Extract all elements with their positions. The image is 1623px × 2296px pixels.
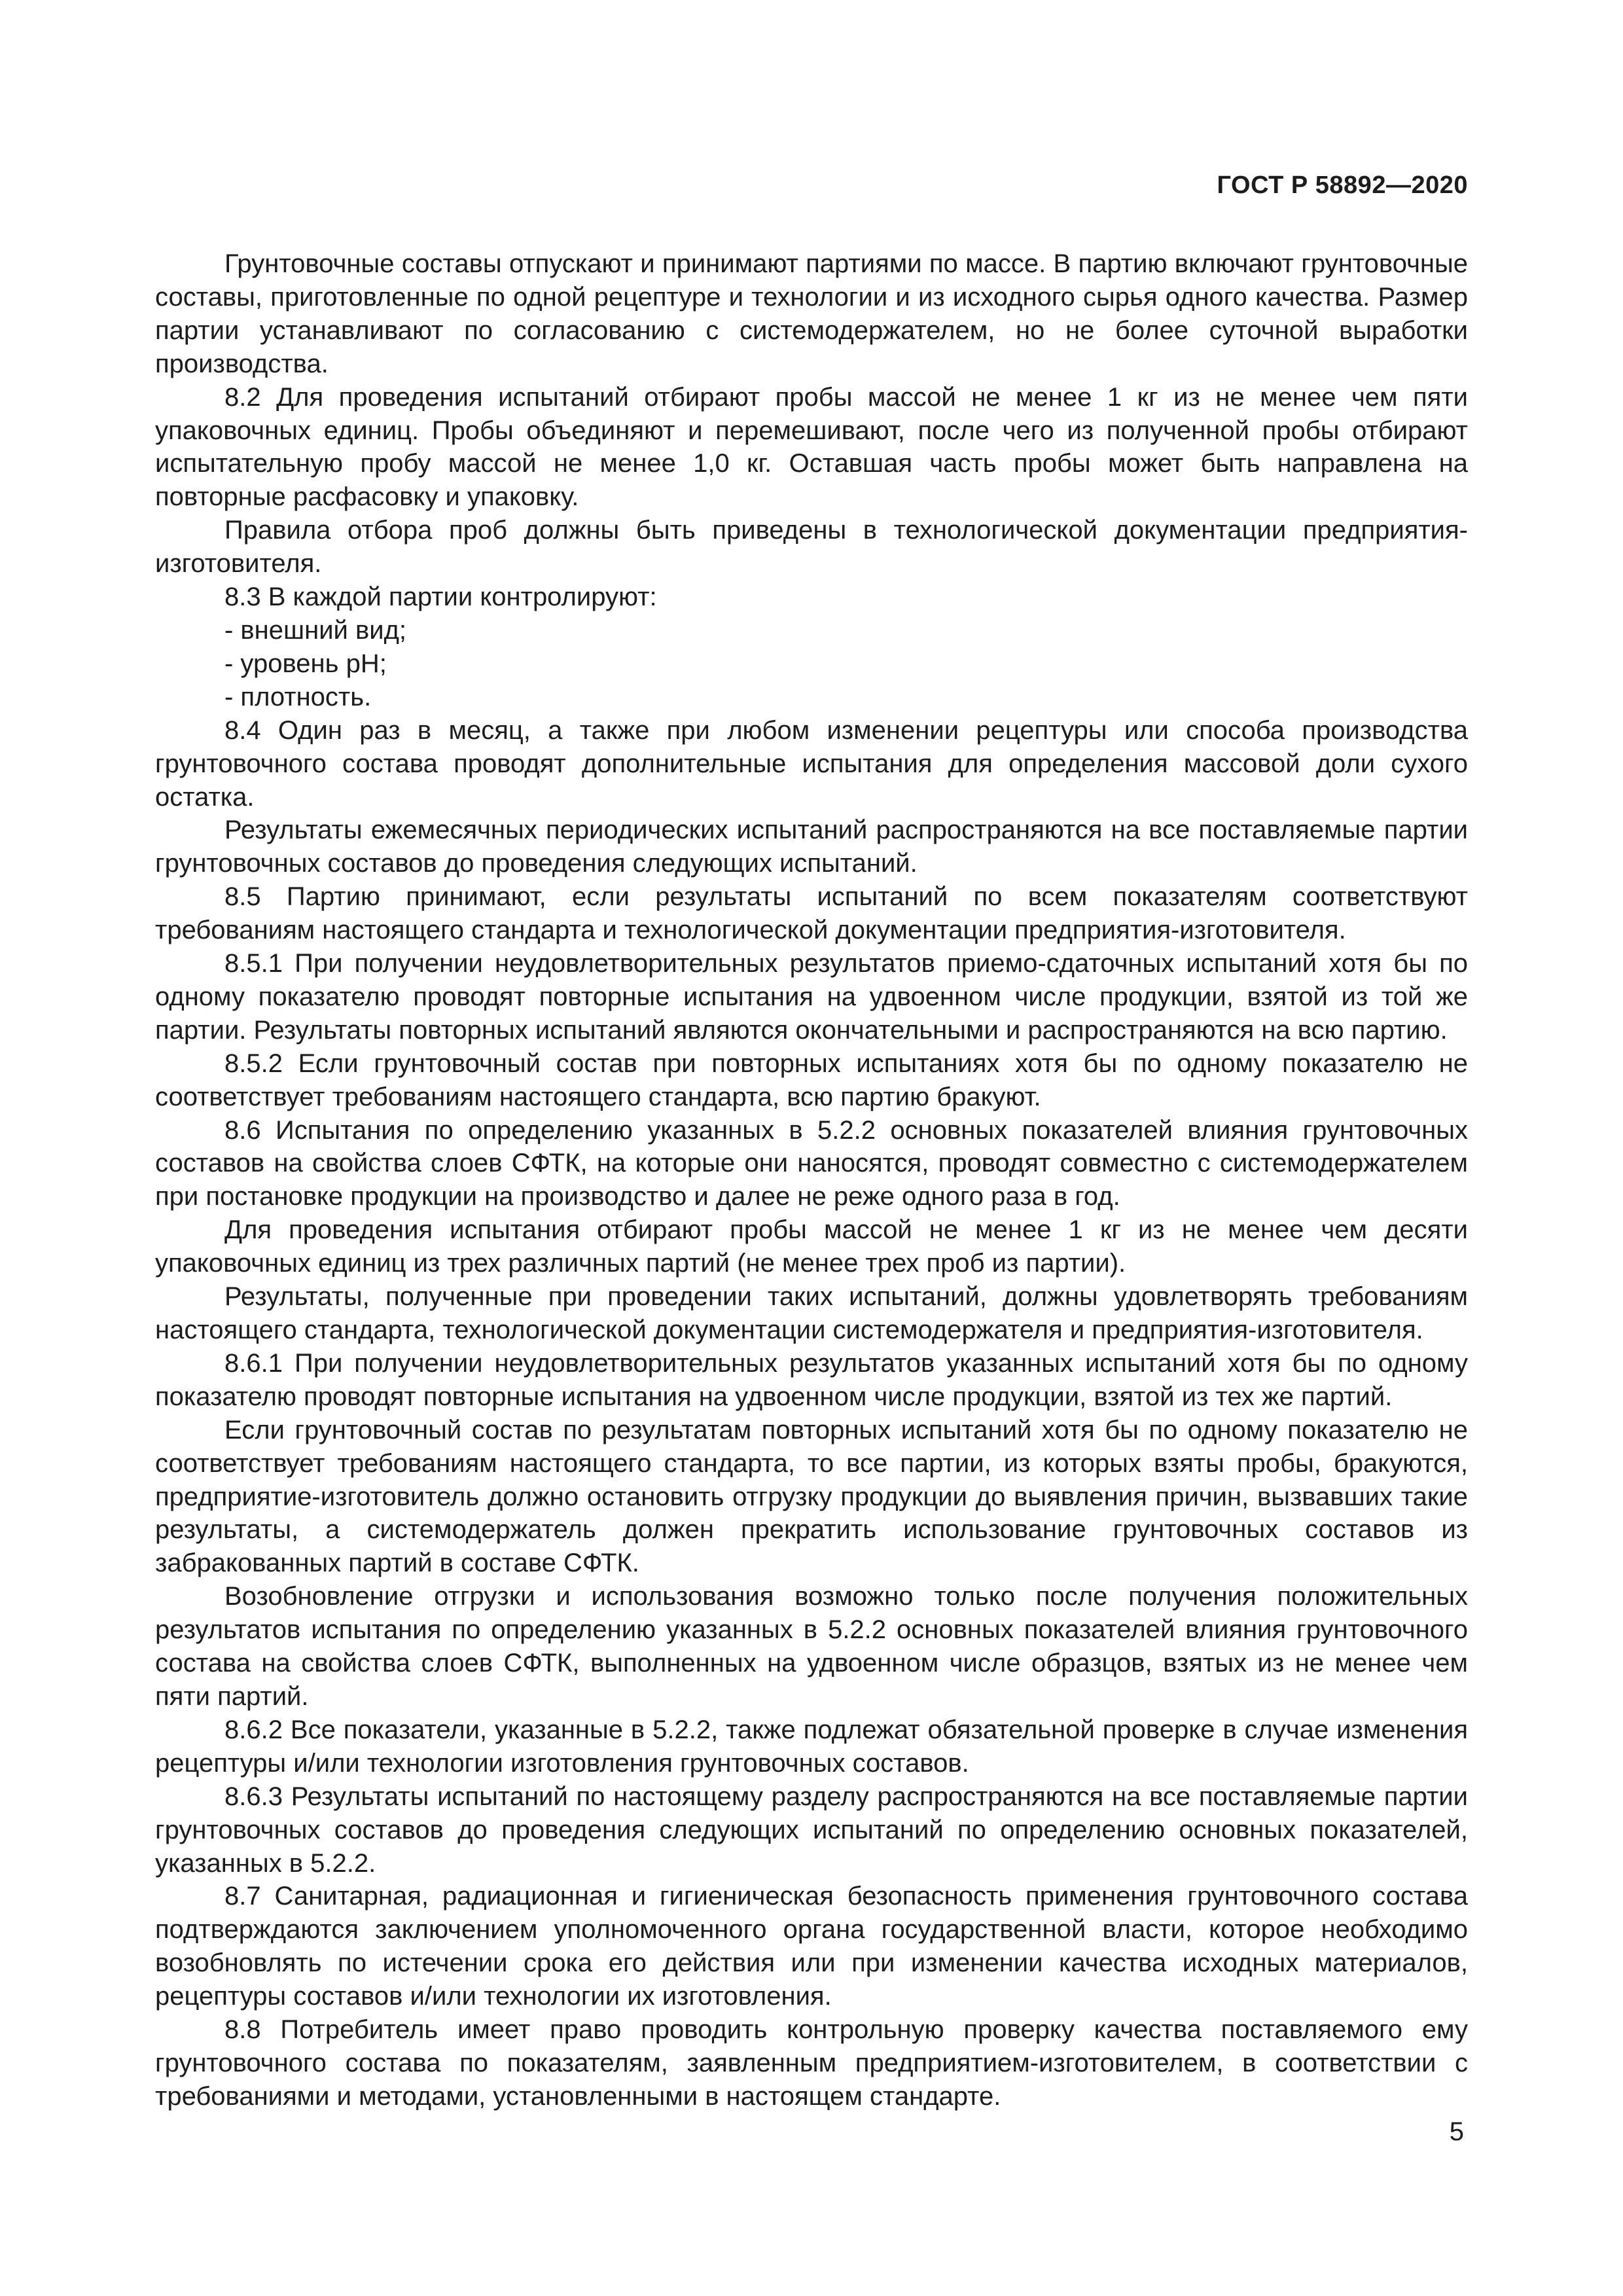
paragraph: Правила отбора проб должны быть приведены в технологической документации предприятия-изготовителя. <box>155 516 1468 579</box>
list-item: - внешний вид; <box>224 615 407 645</box>
paragraph: 8.6.2 Все показатели, указанные в 5.2.2, также подлежат обязательной проверке в случае изменения рецептуры и/или технологии изготовления грунтовочных составов. <box>155 1715 1468 1778</box>
paragraph: 8.6 Испытания по определению указанных в 5.2.2 основных показателей влияния грунтовочных составов на свойства слоев СФТК, на которые они наносятся, проводят совместно с системодержателем при постановке продукции на производство и далее не реже одного раза в год. <box>155 1115 1468 1211</box>
paragraph: 8.6.3 Результаты испытаний по настоящему разделу распространяются на все поставляемые партии грунтовочных составов до проведения следующих испытаний по определению основных показателей, указанных в 5.2.2. <box>155 1782 1468 1878</box>
paragraph: Грунтовочные составы отпускают и принимают партиями по массе. В партию включают грунтовочные составы, приготовленные по одной рецептуре и технологии и из исходного сырья одного качества. Размер партии устанавливают по согласованию с системодержателем, но не более суточной выработки производства. <box>155 249 1468 378</box>
paragraph: 8.4 Один раз в месяц, а также при любом изменении рецептуры или способа производства грунтовочного состава проводят дополнительные испытания для определения массовой доли сухого остатка. <box>155 715 1468 812</box>
list-item: - плотность. <box>224 682 372 711</box>
paragraph: Возобновление отгрузки и использования возможно только после получения положительных результатов испытания по определению указанных в 5.2.2 основных показателей влияния грунтовочного состава на свойства слоев СФТК, выполненных на удвоенном числе образцов, взятых из не менее чем пяти партий. <box>155 1582 1468 1711</box>
paragraph: 8.7 Санитарная, радиационная и гигиеническая безопасность применения грунтовочного состава подтверждаются заключением уполномоченного органа государственной власти, которое необходимо возобновлять по истечении срока его действия или при изменении качества исходных материалов, рецептуры составов и/или технологии их изготовления. <box>155 1882 1468 2011</box>
paragraph: 8.3 В каждой партии контролируют: <box>224 583 657 612</box>
document-header: ГОСТ Р 58892—2020 <box>1217 171 1468 199</box>
paragraph: 8.5.1 При получении неудовлетворительных результатов приемо-сдаточных испытаний хотя бы по одному показателю проводят повторные испытания на удвоенном числе продукции, взятой из той же партии. Результаты повторных испытаний являются окончательными и распространяются на всю партию. <box>155 949 1468 1045</box>
document-body <box>155 247 1468 2113</box>
paragraph: Результаты, полученные при проведении таких испытаний, должны удовлетворять требованиям настоящего стандарта, технологической документации системодержателя и предприятия-изготовителя. <box>155 1282 1468 1344</box>
paragraph: Для проведения испытания отбирают пробы массой не менее 1 кг из не менее чем десяти упаковочных единиц из трех различных партий (не менее трех проб из партии). <box>155 1215 1468 1278</box>
paragraph: 8.8 Потребитель имеет право проводить контрольную проверку качества поставляемого ему грунтовочного состава по показателям, заявленным предприятием-изготовителем, в соответствии с требованиями и методами, установленными в настоящем стандарте. <box>155 2015 1468 2111</box>
page-number: 5 <box>1449 2117 1464 2146</box>
paragraph: 8.2 Для проведения испытаний отбирают пробы массой не менее 1 кг из не менее чем пяти упаковочных единиц. Пробы объединяют и перемешивают, после чего из полученной пробы отбирают испытательную пробу массой не менее 1,0 кг. Оставшая часть пробы может быть направлена на повторные расфасовку и упаковку. <box>155 382 1468 512</box>
paragraph: Результаты ежемесячных периодических испытаний распространяются на все поставляемые партии грунтовочных составов до проведения следующих испытаний. <box>155 816 1468 878</box>
paragraph: 8.6.1 При получении неудовлетворительных результатов указанных испытаний хотя бы по одному показателю проводят повторные испытания на удвоенном числе продукции, взятой из тех же партий. <box>155 1348 1468 1411</box>
list-item: - уровень pH; <box>224 649 387 678</box>
paragraph: 8.5.2 Если грунтовочный состав при повторных испытаниях хотя бы по одному показателю не соответствует требованиям настоящего стандарта, всю партию бракуют. <box>155 1049 1468 1111</box>
paragraph: 8.5 Партию принимают, если результаты испытаний по всем показателям соответствуют требованиям настоящего стандарта и технологической документации предприятия-изготовителя. <box>155 882 1468 945</box>
paragraph: Если грунтовочный состав по результатам повторных испытаний хотя бы по одному показателю не соответствует требованиям настоящего стандарта, то все партии, из которых взяты пробы, бракуются, предприятие-изготовитель должно остановить отгрузку продукции до выявления причин, вызвавших такие результаты, а системодержатель должен прекратить использование грунтовочных составов из забракованных партий в составе СФТК. <box>155 1415 1468 1578</box>
